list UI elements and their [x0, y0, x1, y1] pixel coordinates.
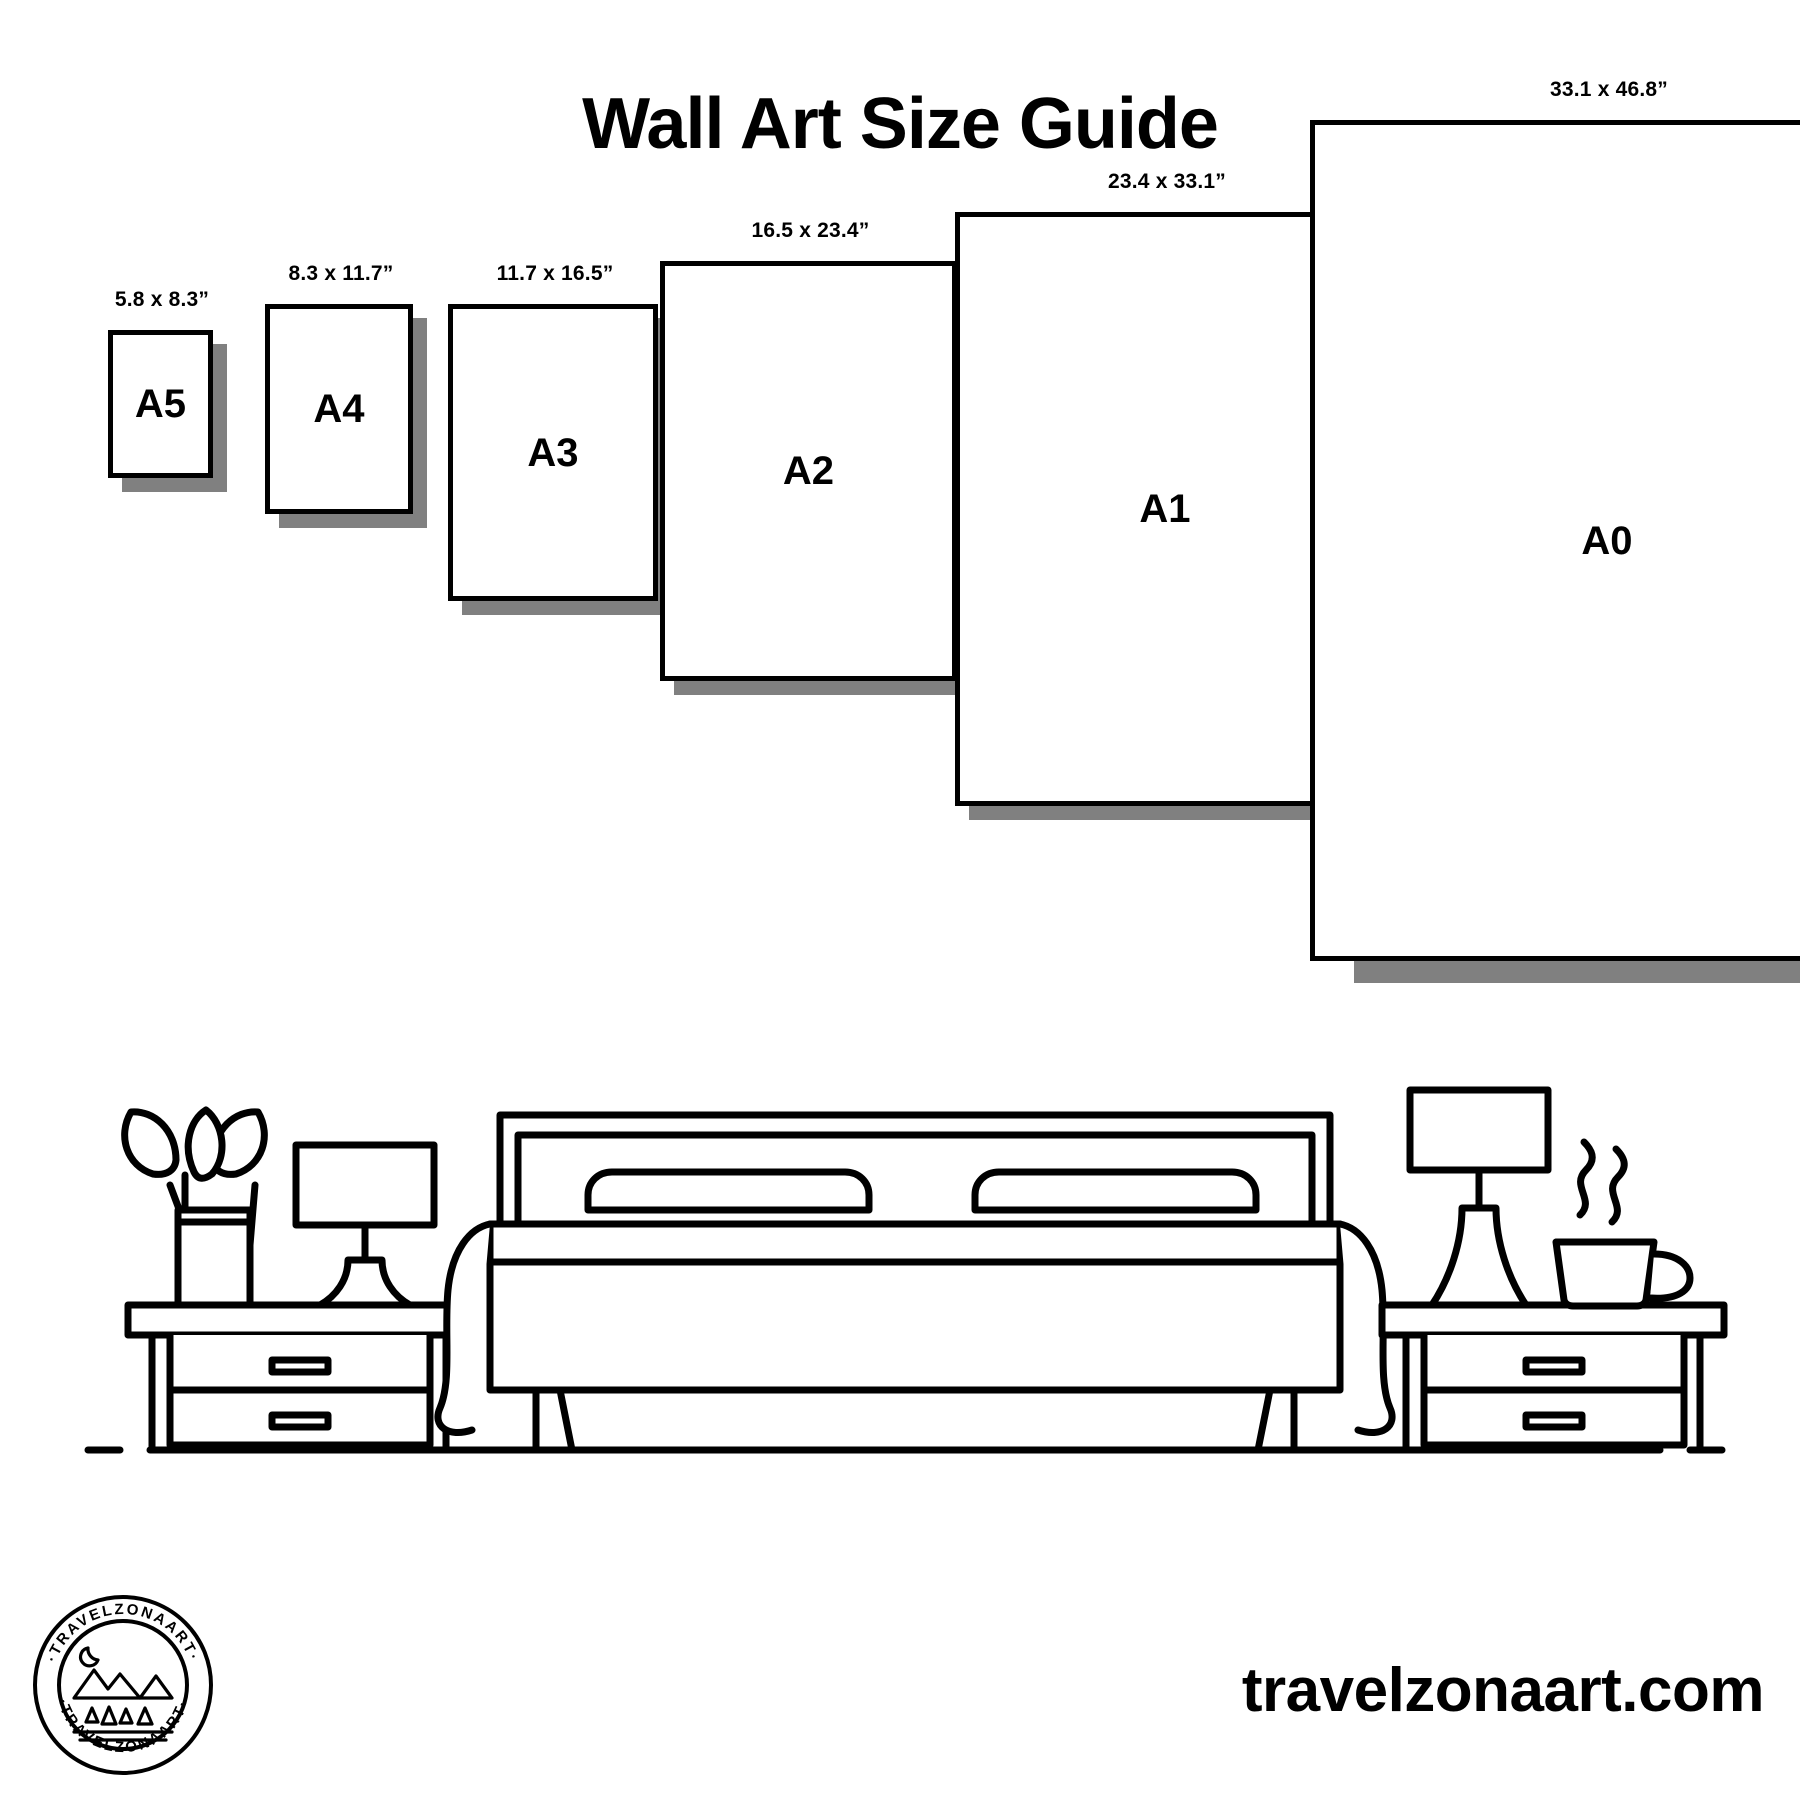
frame-dimension-a4: 8.3 x 11.7” — [288, 262, 394, 285]
table-lamp-right — [1410, 1090, 1548, 1305]
bed — [438, 1115, 1392, 1450]
frame-dimension-a5: 5.8 x 8.3” — [114, 288, 210, 311]
frame-group-a5 — [108, 288, 216, 490]
bedroom-scene — [0, 960, 1800, 1520]
brand-logo — [28, 1590, 218, 1780]
frame-group-a4 — [265, 262, 417, 528]
plant-vase — [125, 1110, 265, 1305]
frame-box-a3[interactable] — [448, 304, 658, 601]
bed-leg-left — [536, 1390, 572, 1450]
bed-leg-right — [1258, 1390, 1294, 1450]
frame-dimension-a2: 16.5 x 23.4” — [751, 219, 870, 242]
frame-box-a2[interactable] — [660, 261, 957, 681]
frame-box-a5[interactable] — [108, 330, 213, 478]
frame-label-a3: A3 — [527, 430, 579, 475]
svg-text:·TRAVELZONAART·: ·TRAVELZONAART· — [43, 1600, 203, 1665]
frame-box-a0[interactable] — [1310, 120, 1800, 961]
frame-dimension-a1: 23.4 x 33.1” — [1108, 170, 1226, 193]
table-lamp-left — [296, 1145, 434, 1305]
frame-label-a1: A1 — [1139, 487, 1191, 531]
frame-label-a4: A4 — [313, 387, 365, 431]
svg-text:·TRAVELZONAART·: ·TRAVELZONAART· — [53, 1696, 193, 1757]
coffee-cup — [1556, 1142, 1690, 1306]
drawer-handle-lower-right — [1526, 1415, 1582, 1427]
drawer-handle-upper-left — [272, 1360, 328, 1372]
frame-box-a4[interactable] — [265, 304, 413, 514]
page-title: Wall Art Size Guide — [582, 84, 1218, 164]
frame-dimension-a3: 11.7 x 16.5” — [496, 262, 614, 285]
frame-group-a0 — [1310, 78, 1800, 975]
frame-group-a2 — [660, 219, 961, 695]
frame-label-a2: A2 — [782, 449, 835, 493]
drawer-handle-upper-right — [1526, 1360, 1582, 1372]
frame-group-a3 — [448, 262, 662, 615]
frame-label-a5: A5 — [134, 382, 187, 426]
frame-dimension-a0: 33.1 x 46.8” — [1550, 78, 1668, 101]
nightstand-right — [1382, 1305, 1724, 1450]
drawer-handle-lower-left — [272, 1415, 328, 1427]
frame-label-a0: A0 — [1581, 518, 1633, 563]
website-url[interactable]: travelzonaart.com — [1241, 1656, 1764, 1725]
nightstand-left — [128, 1305, 470, 1450]
